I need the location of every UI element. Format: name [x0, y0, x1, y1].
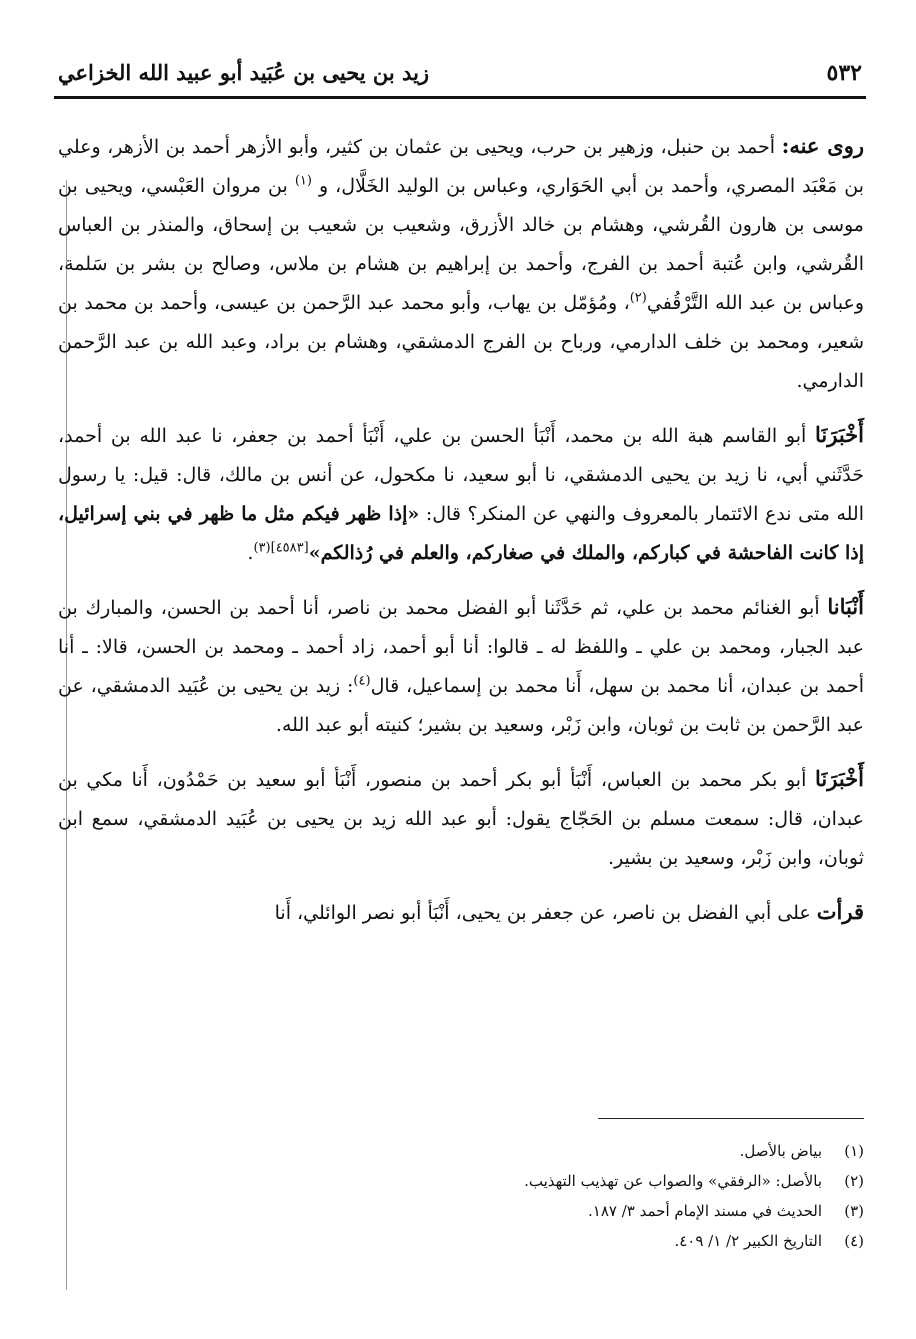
page-number: ٥٣٢	[826, 60, 862, 86]
footnote-number: (١)	[844, 1142, 864, 1160]
footnote-number: (٢)	[844, 1172, 864, 1190]
paragraph-muslim	[58, 759, 864, 878]
paragraph-bukhari	[58, 587, 864, 745]
paragraph-continued	[58, 892, 864, 933]
footnote-number: (٤)	[844, 1232, 864, 1250]
footnote-text: التاريخ الكبير ٢/ ١/ ٤٠٩.	[674, 1232, 822, 1250]
paragraph-lead: أَنْبَانا	[827, 594, 864, 619]
footnote	[200, 1136, 864, 1166]
footnote-reference: (٤)	[353, 673, 371, 689]
main-text	[58, 126, 864, 947]
header-rule	[54, 96, 866, 99]
footnote-text: بياض بالأصل.	[739, 1142, 822, 1160]
hadith-quote: «إذا ظهر فيكم مثل ما ظهر في بني إسرائيل، إذا كانت الفاحشة في كباركم، والملك في صغاركم، والعلم في رُذالكم»	[58, 503, 864, 564]
paragraph-text: أحمد بن حنبل، وزهير بن حرب، ويحيى بن عثمان بن كثير، وأبو الأزهر أحمد بن الأزهر، وعلي بن مَعْبَد المصري، وأحمد بن أبي الحَوَاري، وعباس بن الوليد الخَلَّال، و	[58, 136, 864, 197]
paragraph-lead: أَخْبَرَنَا	[815, 422, 864, 447]
paragraph-text: على أبي الفضل بن ناصر، عن جعفر بن يحيى، أَنْبَأ أبو نصر الوائلي، أَنا	[274, 902, 817, 924]
paragraph-text: : زيد بن يحيى بن عُبَيد الدمشقي، عن عبد الرَّحمن بن ثابت بن ثوبان، وابن زَبْر، وسعيد بن بشير؛ كنيته أبو عبد الله.	[58, 675, 864, 736]
footnote	[200, 1196, 864, 1226]
paragraph-narrators	[58, 126, 864, 401]
paragraph-lead: روى عنه:	[781, 133, 864, 158]
hadith-number: [٤٥٨٣]	[270, 540, 309, 556]
footnote-text: الحديث في مسند الإمام أحمد ٣/ ١٨٧.	[588, 1202, 822, 1220]
page-header	[54, 58, 866, 98]
paragraph-text: أبو الغنائم محمد بن علي، ثم حَدَّثَنا أبو الفضل محمد بن ناصر، أنا أحمد بن الحسن، والمبارك بن عبد الجبار، ومحمد بن علي ـ واللفظ له ـ قالوا: أنا أبو أحمد، زاد أحمد ـ ومحمد بن الحسن، قالا: ـ أنا أحمد بن عبدان، أنا محمد بن سهل، أَنا محمد بن إسماعيل، قال	[58, 597, 864, 697]
paragraph-lead: أَخْبَرَنَا	[815, 766, 864, 791]
footnote-reference: (١)	[294, 173, 312, 189]
paragraph-text: بن مروان العَبْسي، ويحيى بن موسى بن هارون القُرشي، وهشام بن خالد الأزرق، وشعيب بن شعيب بن إسحاق، والمنذر بن العباس القُرشي، وابن عُتبة أحمد بن الفرج، وأحمد بن إبراهيم بن هشام بن ملاس، وصالح بن بشر بن سَلمة، وعباس بن عبد الله التَّرْقُفي	[58, 175, 864, 314]
footnote	[200, 1166, 864, 1196]
footnote-reference: (٢)	[629, 290, 647, 306]
paragraph-text: أبو القاسم هبة الله بن محمد، أَنْبَأ الحسن بن علي، أَنْبَأ أحمد بن جعفر، نا عبد الله بن أحمد، حَدَّثَني أبي، نا زيد بن يحيى الدمشقي، نا أبو سعيد، نا مكحول، عن أنس بن مالك، قال: قيل: يا رسول الله متى ندع الائتمار بالمعروف والنهي عن المنكر؟ قال:	[58, 425, 865, 525]
paragraph-hadith	[58, 415, 864, 573]
running-title: زيد بن يحيى بن عُبَيد أبو عبيد الله الخزاعي	[58, 60, 430, 85]
footnote	[200, 1226, 864, 1256]
paragraph-text: أبو بكر محمد بن العباس، أَنْبَأ أبو بكر أحمد بن منصور، أَنْبَأ أبو سعيد بن حَمْدُون، أَنا مكي بن عبدان، قال: سمعت مسلم بن الحَجّاج يقول: أبو عبد الله زيد بن يحيى بن عُبَيد الدمشقي، سمع ابن ثوبان، وابن زَبْر، وسعيد بن بشير.	[58, 769, 864, 869]
footnotes	[200, 1136, 864, 1256]
footnote-reference: (٣)	[253, 540, 271, 556]
footnote-text: بالأصل: «الرفقي» والصواب عن تهذيب التهذيب.	[524, 1172, 822, 1190]
footnote-number: (٣)	[844, 1202, 864, 1220]
paragraph-text: ، ومُؤمّل بن يهاب، وأبو محمد عبد الرَّحمن بن عيسى، وأحمد بن محمد بن شعير، ومحمد بن خلف الدارمي، ورباح بن الفرج الدمشقي، وهشام بن براد، وعبد الله بن عبد الرَّحمن الدارمي.	[58, 292, 864, 392]
paragraph-end: .	[247, 542, 254, 564]
footnote-rule	[598, 1118, 864, 1119]
paragraph-lead: قرأت	[816, 899, 864, 924]
